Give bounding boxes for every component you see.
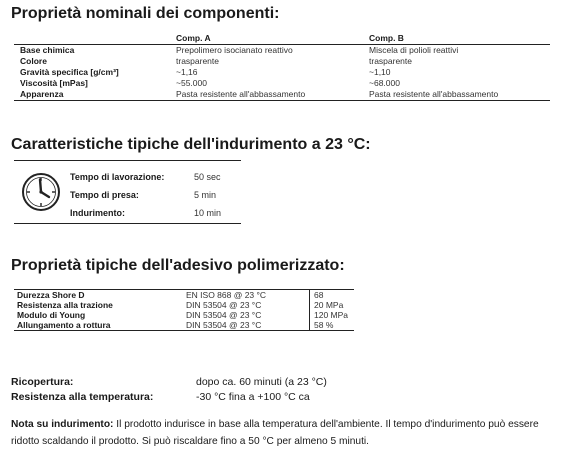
row-label: Viscosità [mPas] [20, 78, 88, 88]
test-method: EN ISO 868 @ 23 °C [183, 290, 310, 301]
cure-label: Indurimento: [70, 208, 125, 218]
property-label: Allungamento a rottura [17, 320, 111, 330]
table-row [14, 56, 550, 67]
curing-note [11, 416, 556, 450]
table-row [14, 310, 354, 320]
comp-a-value: ~1,16 [176, 67, 198, 77]
property-label: Resistenza alla trazione [17, 300, 113, 310]
header-empty [14, 33, 176, 45]
property-value: 68 [314, 290, 324, 300]
table-row [14, 67, 550, 78]
table-row [11, 374, 327, 389]
temp-resistance-label: Resistenza alla temperatura: [11, 390, 154, 403]
note-text: Il prodotto indurisce in base alla temperatura dell'ambiente. Il tempo d'indurimento può essere ridotto scaldando il prodotto. Si può riscaldare fino a 50 °C per almeno 5 minuti. [11, 419, 539, 447]
property-value: 20 MPa [314, 300, 344, 310]
cured-table [14, 289, 354, 331]
comp-b-value: Miscela di polioli reattivi [369, 45, 459, 55]
comp-a-value: ~55.000 [176, 78, 207, 88]
table-row [70, 168, 221, 186]
comp-a-value: trasparente [176, 56, 219, 66]
table-row [70, 186, 221, 204]
recoat-label: Ricopertura: [11, 375, 74, 388]
curing-box [14, 160, 241, 224]
row-label: Colore [20, 56, 47, 66]
set-time-value: 5 min [194, 190, 217, 200]
comp-b-value: Pasta resistente all'abbassamento [369, 89, 550, 101]
table-header-row [14, 33, 550, 45]
clock-icon [21, 172, 61, 212]
col-a-header: Comp. A [176, 33, 369, 45]
table-row [14, 78, 550, 89]
comp-b-value: ~68.000 [369, 78, 400, 88]
test-method: DIN 53504 @ 23 °C [183, 300, 310, 310]
extra-properties [11, 374, 327, 404]
table-row [14, 45, 550, 57]
cured-heading: Proprietà tipiche dell'adesivo polimerizzato: [11, 257, 345, 274]
table-row [14, 300, 354, 310]
note-label: Nota su indurimento: [11, 419, 114, 430]
table-row [70, 204, 221, 222]
components-table [14, 33, 550, 101]
table-row [11, 389, 327, 404]
set-time-label: Tempo di presa: [70, 190, 139, 200]
comp-a-value: Pasta resistente all'abbassamento [176, 89, 369, 101]
recoat-value: dopo ca. 60 minuti (a 23 °C) [196, 375, 327, 388]
curing-heading: Caratteristiche tipiche dell'indurimento a 23 °C: [11, 136, 371, 153]
table-row [14, 290, 354, 301]
row-label: Base chimica [20, 45, 75, 55]
table-row [14, 89, 550, 101]
comp-b-value: trasparente [369, 56, 412, 66]
work-time-value: 50 sec [194, 172, 221, 182]
property-label: Modulo di Young [17, 310, 86, 320]
comp-b-value: ~1,10 [369, 67, 391, 77]
property-value: 58 % [314, 320, 334, 330]
comp-a-value: Prepolimero isocianato reattivo [176, 45, 293, 55]
property-label: Durezza Shore D [17, 290, 85, 300]
test-method: DIN 53504 @ 23 °C [183, 320, 310, 331]
col-b-header: Comp. B [369, 33, 550, 45]
property-value: 120 MPa [314, 310, 349, 320]
row-label: Apparenza [14, 89, 176, 101]
components-heading: Proprietà nominali dei componenti: [11, 5, 280, 22]
table-row [14, 320, 354, 331]
temp-resistance-value: -30 °C fina a +100 °C ca [196, 390, 310, 403]
curing-table [70, 168, 221, 222]
test-method: DIN 53504 @ 23 °C [183, 310, 310, 320]
work-time-label: Tempo di lavorazione: [70, 172, 165, 182]
cure-value: 10 min [194, 208, 222, 218]
row-label: Gravità specifica [g/cm³] [20, 67, 119, 77]
